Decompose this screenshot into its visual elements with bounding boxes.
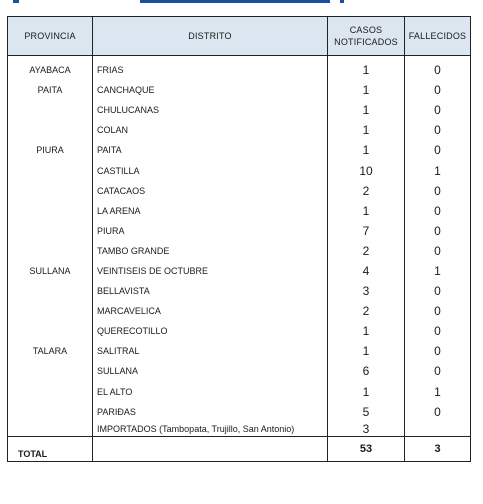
cell-provincia xyxy=(8,301,93,321)
total-empty-cell xyxy=(93,436,328,461)
cell-provincia xyxy=(8,160,93,180)
top-accent-bar xyxy=(10,0,470,6)
cell-fallecidos: 0 xyxy=(405,301,471,321)
table-row xyxy=(8,120,471,140)
table-row xyxy=(8,160,471,180)
cell-distrito: VEINTISEIS DE OCTUBRE xyxy=(93,261,328,281)
table-row xyxy=(8,301,471,321)
cell-casos: 4 xyxy=(328,261,405,281)
cell-provincia xyxy=(8,402,93,422)
header-casos-line1: CASOS xyxy=(349,25,383,35)
cell-casos: 5 xyxy=(328,402,405,422)
cell-casos: 1 xyxy=(328,140,405,160)
covid-cases-table xyxy=(7,16,471,462)
cell-provincia xyxy=(8,422,93,437)
cell-provincia xyxy=(8,382,93,402)
table-row xyxy=(8,140,471,160)
cell-distrito: COLAN xyxy=(93,120,328,140)
cell-provincia: PIURA xyxy=(8,140,93,160)
total-fallecidos: 3 xyxy=(405,436,471,461)
cell-casos: 1 xyxy=(328,201,405,221)
cell-casos: 7 xyxy=(328,221,405,241)
cell-distrito: QUERECOTILLO xyxy=(93,321,328,341)
header-fallecidos: FALLECIDOS xyxy=(405,17,471,56)
cell-distrito: CASTILLA xyxy=(93,160,328,180)
table-row xyxy=(8,100,471,120)
cell-casos: 2 xyxy=(328,301,405,321)
cell-fallecidos: 0 xyxy=(405,80,471,100)
table-header-row xyxy=(8,17,471,56)
cell-fallecidos: 0 xyxy=(405,321,471,341)
header-distrito: DISTRITO xyxy=(93,17,328,56)
table-row xyxy=(8,80,471,100)
cell-casos: 2 xyxy=(328,181,405,201)
cell-provincia xyxy=(8,321,93,341)
cell-casos: 1 xyxy=(328,56,405,81)
cell-distrito: IMPORTADOS (Tambopata, Trujillo, San Antonio) xyxy=(93,422,328,437)
cell-distrito: TAMBO GRANDE xyxy=(93,241,328,261)
table-row xyxy=(8,281,471,301)
cell-provincia: PAITA xyxy=(8,80,93,100)
table-row xyxy=(8,56,471,81)
table-row xyxy=(8,402,471,422)
table-row xyxy=(8,201,471,221)
cell-distrito: EL ALTO xyxy=(93,382,328,402)
cell-casos: 1 xyxy=(328,120,405,140)
cell-fallecidos: 0 xyxy=(405,100,471,120)
cell-distrito: CHULUCANAS xyxy=(93,100,328,120)
cell-provincia: SULLANA xyxy=(8,261,93,281)
table-row xyxy=(8,181,471,201)
header-provincia: PROVINCIA xyxy=(8,17,93,56)
cell-fallecidos xyxy=(405,422,471,437)
cell-distrito: PAITA xyxy=(93,140,328,160)
cell-casos: 1 xyxy=(328,100,405,120)
cell-casos: 10 xyxy=(328,160,405,180)
cell-fallecidos: 0 xyxy=(405,56,471,81)
table-row xyxy=(8,341,471,361)
cell-provincia xyxy=(8,201,93,221)
cell-fallecidos: 0 xyxy=(405,341,471,361)
cell-provincia xyxy=(8,361,93,381)
cell-distrito: FRIAS xyxy=(93,56,328,81)
cell-casos: 1 xyxy=(328,321,405,341)
cell-distrito: MARCAVELICA xyxy=(93,301,328,321)
cell-provincia xyxy=(8,221,93,241)
table-row xyxy=(8,221,471,241)
cell-provincia: AYABACA xyxy=(8,56,93,81)
table-row xyxy=(8,422,471,437)
cell-provincia xyxy=(8,281,93,301)
cell-fallecidos: 0 xyxy=(405,241,471,261)
table-row xyxy=(8,241,471,261)
cell-distrito: LA ARENA xyxy=(93,201,328,221)
cell-casos: 1 xyxy=(328,80,405,100)
total-casos: 53 xyxy=(328,436,405,461)
table-row xyxy=(8,261,471,281)
header-casos-line2: NOTIFICADOS xyxy=(334,37,398,47)
cell-casos: 1 xyxy=(328,382,405,402)
cell-provincia: TALARA xyxy=(8,341,93,361)
total-row xyxy=(8,436,471,461)
cell-casos: 3 xyxy=(328,281,405,301)
cell-provincia xyxy=(8,181,93,201)
cell-fallecidos: 0 xyxy=(405,361,471,381)
cell-fallecidos: 1 xyxy=(405,382,471,402)
header-casos xyxy=(328,17,405,56)
cell-provincia xyxy=(8,120,93,140)
table-row xyxy=(8,382,471,402)
cell-casos: 2 xyxy=(328,241,405,261)
cell-fallecidos: 1 xyxy=(405,160,471,180)
cell-fallecidos: 1 xyxy=(405,261,471,281)
cell-distrito: CANCHAQUE xyxy=(93,80,328,100)
cell-distrito: PARIÐAS xyxy=(93,402,328,422)
cell-provincia xyxy=(8,100,93,120)
cell-fallecidos: 0 xyxy=(405,140,471,160)
cell-fallecidos: 0 xyxy=(405,221,471,241)
cell-distrito: CATACAOS xyxy=(93,181,328,201)
table-row xyxy=(8,361,471,381)
cell-fallecidos: 0 xyxy=(405,181,471,201)
cell-provincia xyxy=(8,241,93,261)
cell-casos: 3 xyxy=(328,422,405,437)
cell-fallecidos: 0 xyxy=(405,201,471,221)
cell-fallecidos: 0 xyxy=(405,120,471,140)
cell-fallecidos: 0 xyxy=(405,402,471,422)
cell-fallecidos: 0 xyxy=(405,281,471,301)
cell-casos: 1 xyxy=(328,341,405,361)
table-row xyxy=(8,321,471,341)
cell-casos: 6 xyxy=(328,361,405,381)
cell-distrito: PIURA xyxy=(93,221,328,241)
cell-distrito: BELLAVISTA xyxy=(93,281,328,301)
cell-distrito: SALITRAL xyxy=(93,341,328,361)
cell-distrito: SULLANA xyxy=(93,361,328,381)
total-label: TOTAL xyxy=(8,436,93,461)
